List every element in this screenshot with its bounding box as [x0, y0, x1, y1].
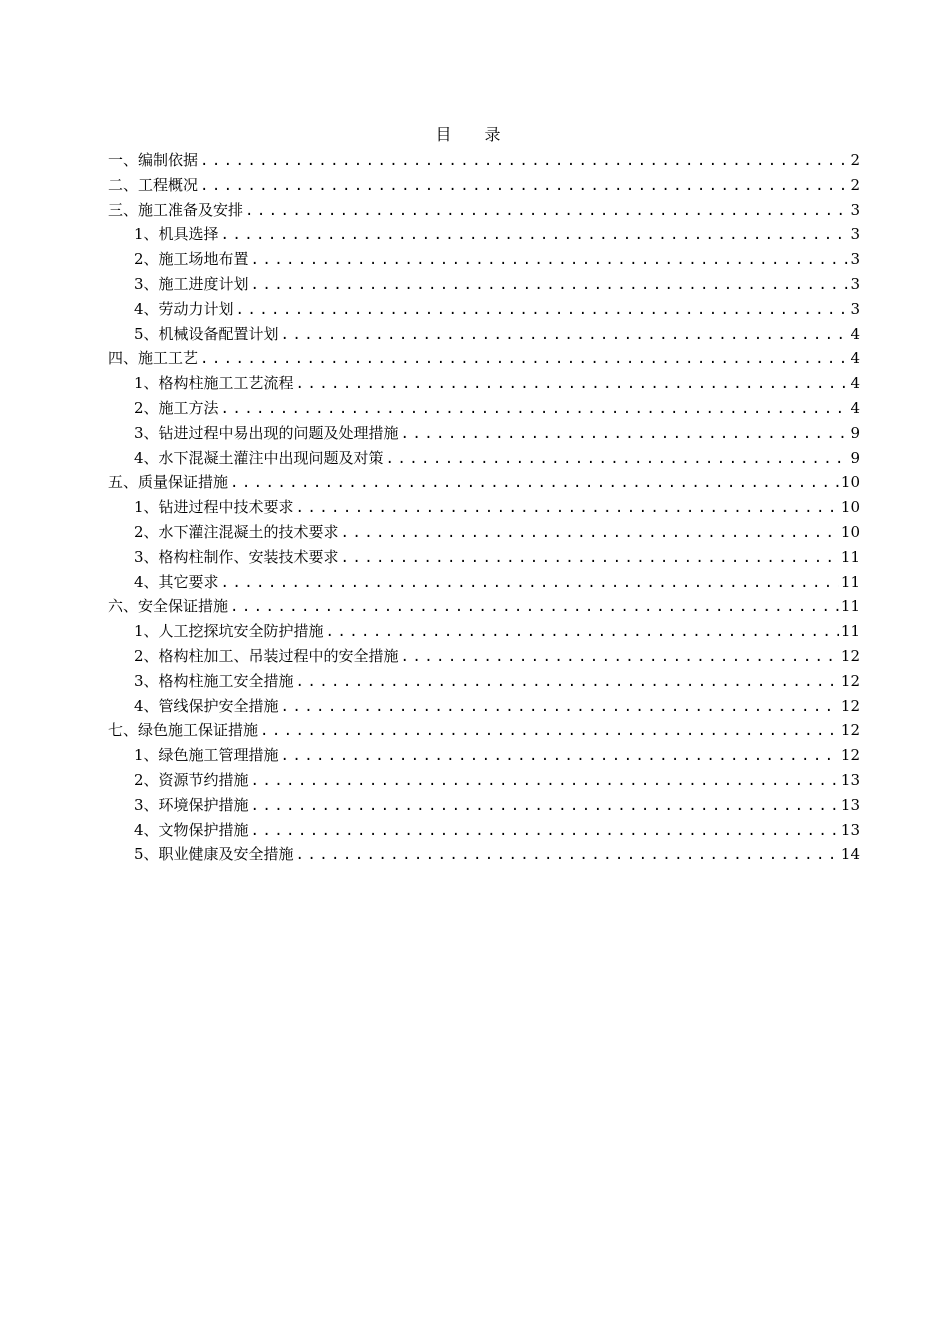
dot-leader [296, 496, 839, 521]
toc-entry[interactable] [108, 793, 860, 818]
toc-entry[interactable] [108, 694, 860, 719]
toc-entry[interactable] [108, 346, 860, 371]
dot-leader [200, 174, 848, 199]
toc-entry[interactable] [108, 272, 860, 297]
toc-entry-page-number: 10 [840, 522, 860, 541]
toc-entry[interactable] [108, 545, 860, 570]
toc-entry-label: 4、水下混凝土灌注中出现问题及对策 [134, 448, 384, 467]
toc-entry-page-number: 14 [840, 845, 860, 864]
toc-entry-label: 五、质量保证措施 [108, 473, 229, 492]
toc-entry-page-number: 9 [850, 448, 860, 467]
toc-entry-page-number: 3 [850, 250, 860, 269]
dot-leader [251, 769, 839, 794]
dot-leader [401, 422, 848, 447]
toc-list [108, 148, 860, 867]
toc-entry-label: 3、格构柱施工安全措施 [134, 671, 294, 690]
toc-entry[interactable] [108, 644, 860, 669]
dot-leader [251, 819, 839, 844]
toc-entry-label: 2、施工方法 [134, 398, 219, 417]
toc-entry-page-number: 13 [840, 820, 860, 839]
toc-entry-page-number: 12 [840, 721, 860, 740]
toc-entry[interactable] [108, 743, 860, 768]
toc-entry-label: 4、劳动力计划 [134, 299, 234, 318]
toc-entry-label: 5、机械设备配置计划 [134, 324, 279, 343]
toc-entry-label: 2、施工场地布置 [134, 250, 249, 269]
dot-leader [251, 794, 839, 819]
toc-entry-label: 4、管线保护安全措施 [134, 696, 279, 715]
toc-entry-label: 2、水下灌注混凝土的技术要求 [134, 522, 339, 541]
dot-leader [296, 843, 839, 868]
toc-entry-label: 三、施工准备及安排 [108, 200, 244, 219]
toc-entry[interactable] [108, 222, 860, 247]
dot-leader [281, 744, 839, 769]
toc-entry-label: 2、资源节约措施 [134, 770, 249, 789]
toc-entry[interactable] [108, 669, 860, 694]
toc-entry[interactable] [108, 297, 860, 322]
toc-entry-label: 3、环境保护措施 [134, 795, 249, 814]
toc-entry-label: 1、钻进过程中技术要求 [134, 498, 294, 517]
toc-entry[interactable] [108, 396, 860, 421]
toc-entry-label: 3、钻进过程中易出现的问题及处理措施 [134, 423, 399, 442]
toc-entry-page-number: 11 [840, 572, 860, 591]
toc-entry-page-number: 12 [840, 696, 860, 715]
toc-entry-page-number: 4 [850, 398, 860, 417]
toc-entry-label: 一、编制依据 [108, 151, 199, 169]
toc-entry-label: 2、格构柱加工、吊装过程中的安全措施 [134, 646, 399, 665]
toc-entry-page-number: 4 [850, 374, 860, 393]
toc-entry[interactable] [108, 322, 860, 347]
toc-entry[interactable] [108, 247, 860, 272]
dot-leader [200, 347, 848, 372]
toc-entry-page-number: 3 [850, 299, 860, 318]
toc-entry-page-number: 4 [850, 349, 860, 368]
toc-entry-page-number: 9 [850, 423, 860, 442]
toc-entry-label: 1、格构柱施工工艺流程 [134, 374, 294, 393]
dot-leader [236, 298, 848, 323]
dot-leader [221, 571, 839, 596]
toc-entry[interactable] [108, 446, 860, 471]
toc-entry-page-number: 13 [840, 770, 860, 789]
dot-leader [230, 471, 839, 496]
dot-leader [260, 719, 839, 744]
toc-entry[interactable] [108, 198, 860, 223]
dot-leader [296, 670, 839, 695]
toc-entry-label: 七、绿色施工保证措施 [108, 721, 259, 740]
toc-entry[interactable] [108, 148, 860, 173]
toc-entry-label: 六、安全保证措施 [108, 597, 229, 616]
dot-leader [251, 248, 848, 273]
dot-leader [296, 372, 848, 397]
toc-entry-label: 1、机具选择 [134, 225, 219, 244]
toc-entry-page-number: 4 [850, 324, 860, 343]
toc-entry[interactable] [108, 421, 860, 446]
toc-entry-page-number: 3 [850, 225, 860, 244]
toc-entry-page-number: 13 [840, 795, 860, 814]
toc-entry[interactable] [108, 718, 860, 743]
dot-leader [281, 323, 848, 348]
toc-entry-label: 1、绿色施工管理措施 [134, 746, 279, 765]
toc-entry-page-number: 10 [840, 473, 860, 492]
toc-entry-label: 二、工程概况 [108, 175, 199, 194]
toc-entry[interactable] [108, 594, 860, 619]
toc-entry[interactable] [108, 619, 860, 644]
toc-entry-label: 3、施工进度计划 [134, 274, 249, 293]
toc-entry[interactable] [108, 842, 860, 867]
toc-entry-page-number: 12 [840, 646, 860, 665]
dot-leader [341, 546, 839, 571]
toc-entry[interactable] [108, 470, 860, 495]
toc-entry-page-number: 10 [840, 498, 860, 517]
toc-entry[interactable] [108, 520, 860, 545]
toc-entry-label: 5、职业健康及安全措施 [134, 845, 294, 864]
toc-entry-page-number: 11 [840, 597, 860, 616]
toc-entry-page-number: 11 [840, 622, 860, 641]
toc-entry[interactable] [108, 495, 860, 520]
dot-leader [326, 620, 839, 645]
toc-entry[interactable] [108, 768, 860, 793]
toc-entry-label: 四、施工工艺 [108, 349, 199, 368]
toc-entry-label: 4、其它要求 [134, 572, 219, 591]
toc-title: 目 录 [435, 125, 515, 144]
dot-leader [251, 273, 848, 298]
toc-entry-page-number: 2 [850, 175, 860, 194]
toc-entry-page-number: 12 [840, 746, 860, 765]
toc-entry-label: 1、人工挖探坑安全防护措施 [134, 622, 324, 641]
toc-entry[interactable] [108, 173, 860, 198]
toc-entry-page-number: 3 [850, 274, 860, 293]
toc-entry[interactable] [108, 570, 860, 595]
toc-entry-label: 4、文物保护措施 [134, 820, 249, 839]
dot-leader [200, 149, 848, 174]
dot-leader [401, 645, 839, 670]
toc-entry[interactable] [108, 818, 860, 843]
dot-leader [281, 695, 839, 720]
toc-entry-page-number: 2 [850, 151, 860, 169]
dot-leader [386, 447, 848, 472]
dot-leader [221, 397, 848, 422]
toc-entry-page-number: 11 [840, 547, 860, 566]
toc-entry[interactable] [108, 371, 860, 396]
toc-entry-page-number: 12 [840, 671, 860, 690]
dot-leader [221, 223, 848, 248]
dot-leader [245, 199, 848, 224]
toc-entry-label: 3、格构柱制作、安装技术要求 [134, 547, 339, 566]
dot-leader [230, 595, 839, 620]
dot-leader [341, 521, 839, 546]
toc-entry-page-number: 3 [850, 200, 860, 219]
